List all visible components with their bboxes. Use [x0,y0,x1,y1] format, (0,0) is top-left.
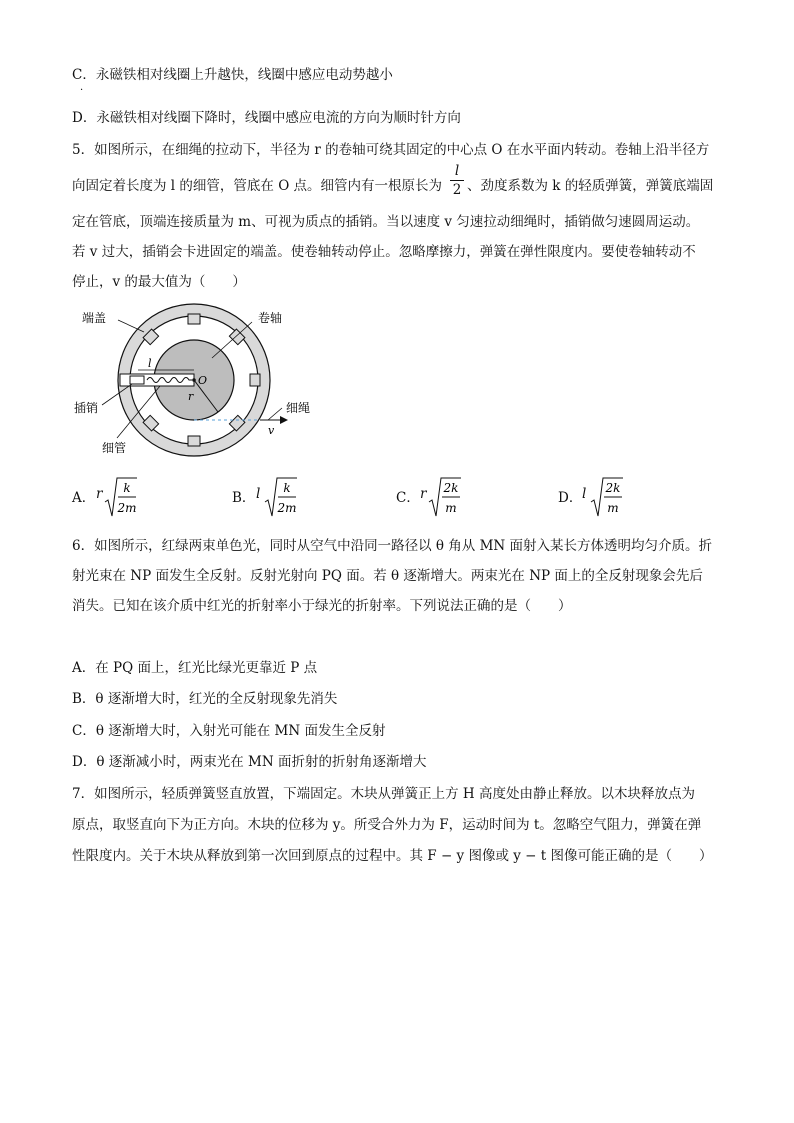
q5-option-a-label: A． [72,490,96,506]
option-d-text: D．永磁铁相对线圈下降时，线圈中感应电流的方向为顺时针方向 [72,110,461,126]
label-tube: 细管 [102,441,127,455]
fraction-denominator: 2 [452,182,462,198]
label-O: O [198,374,208,387]
q5-option-d-den: m [607,501,619,515]
pin [130,376,144,384]
q5-option-a-num: k [123,481,131,495]
q5-option-b-num: k [283,481,291,495]
label-axle: 卷轴 [258,311,283,325]
q6-line-3: 消失。已知在该介质中红光的折射率小于绿光的折射率。下列说法正确的是（ ） [72,598,572,614]
q5-fraction [450,162,464,199]
label-r: r [188,390,194,403]
q5-line-1: 5．如图所示，在细绳的拉动下，半径为 r 的卷轴可绕其固定的中心点 O 在水平面内转动。卷轴上沿半径方 [72,142,710,158]
q5-option-b-den: 2m [277,501,297,515]
label-pin: 插销 [74,401,99,415]
rope-leader [268,408,282,420]
q5-option-c-den: m [445,501,457,515]
q6-option-d: D．θ 逐渐减小时，两束光在 MN 面折射的折射角逐渐增大 [72,754,427,770]
q5-option-c-num: 2k [443,481,459,495]
q7-line-1: 7．如图所示，轻质弹簧竖直放置，下端固定。木块从弹簧正上方 H 高度处由静止释放。以木块释放点为 [72,786,695,802]
q5-line-5: 停止，v 的最大值为（ ） [72,274,246,290]
q5-option-b-coef: l [256,486,261,502]
label-v: v [268,424,275,437]
q5-option-a [72,476,222,520]
q5-option-a-den: 2m [117,501,137,515]
label-rope: 细绳 [286,401,311,415]
label-l: l [148,357,152,370]
q5-line-3: 定在管底，顶端连接质量为 m、可视为质点的插销。当以速度 v 匀速拉动细绳时，插销做匀速圆周运动。 [72,214,700,230]
q5-option-b-label: B． [232,490,256,506]
q6-option-c: C．θ 逐渐增大时，入射光可能在 MN 面发生全反射 [72,723,386,739]
q6-line-1: 6．如图所示，红绿两束单色光，同时从空气中沿同一路径以 θ 角从 MN 面射入某长方体透明均匀介质。折 [72,538,713,554]
stray-dot: · [80,85,84,96]
q5-option-c-label: C． [396,490,420,506]
q5-option-b [232,476,382,520]
q5-option-c-sqrt [428,476,462,520]
option-c-text: C．永磁铁相对线圈上升越快，线圈中感应电动势越小 [72,67,393,83]
q5-option-d [558,476,708,520]
q6-option-b: B．θ 逐渐增大时，红光的全反射现象先消失 [72,691,338,707]
q5-line-2a: 向固定着长度为 l 的细管，管底在 O 点。细管内有一根原长为 [72,178,443,194]
label-end-cap: 端盖 [82,311,107,325]
q5-option-d-label: D． [558,490,583,506]
reel-figure [72,300,332,470]
q5-option-c-coef: r [420,486,427,502]
q5-option-a-coef: r [96,486,103,502]
fraction-numerator: l [450,162,464,181]
q7-line-3: 性限度内。关于木块从释放到第一次回到原点的过程中。其 F − y 图像或 y − t 图像可能正确的是（ ） [72,848,713,864]
q5-option-d-coef: l [582,486,587,502]
q5-line-4: 若 v 过大，插销会卡进固定的端盖。使卷轴转动停止。忽略摩擦力，弹簧在弹性限度内。要使卷轴转动不 [72,244,696,260]
q5-option-a-sqrt [104,476,138,520]
q7-line-2: 原点，取竖直向下为正方向。木块的位移为 y。所受合外力为 F，运动时间为 t。忽略空气阻力，弹簧在弹 [72,817,702,833]
q5-line-2b: 、劲度系数为 k 的轻质弹簧，弹簧底端固 [467,178,714,194]
q6-option-a: A．在 PQ 面上，红光比绿光更靠近 P 点 [72,660,318,676]
q5-option-c [396,476,546,520]
q5-option-d-sqrt [590,476,624,520]
q5-option-d-num: 2k [605,481,621,495]
q5-option-b-sqrt [264,476,298,520]
q6-line-2: 射光束在 NP 面发生全反射。反射光射向 PQ 面。若 θ 逐渐增大。两束光在 NP 面上的全反射现象会先后 [72,568,703,584]
